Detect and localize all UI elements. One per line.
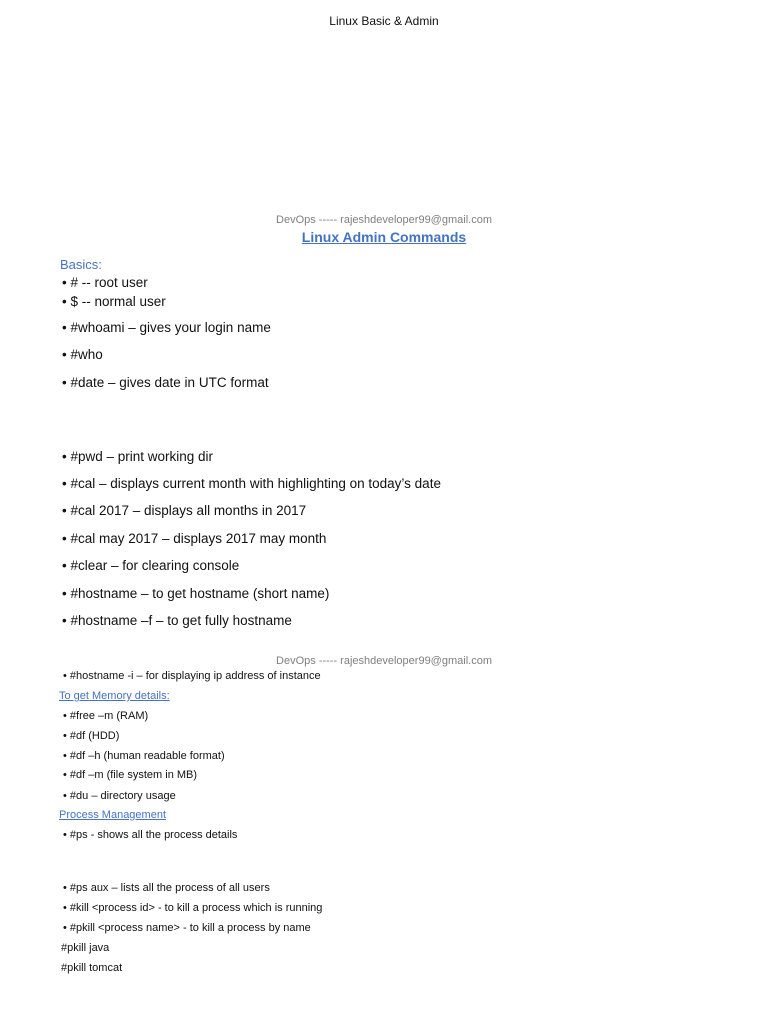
list-item: • #hostname -i – for displaying ip address of instance <box>63 670 321 682</box>
footer-text: DevOps ----- rajeshdeveloper99@gmail.com <box>276 655 492 667</box>
document-title: Linux Basic & Admin <box>329 14 439 28</box>
list-item: • #pkill <process name> - to kill a process by name <box>63 922 311 934</box>
list-item: • #hostname –f – to get fully hostname <box>62 613 292 628</box>
list-item: • #df –h (human readable format) <box>63 750 225 762</box>
list-item: • #clear – for clearing console <box>62 558 240 573</box>
process-section-link[interactable]: Process Management <box>59 809 166 821</box>
list-item: • #pwd – print working dir <box>62 449 214 464</box>
list-item: • #free –m (RAM) <box>63 710 149 722</box>
list-item: • #hostname – to get hostname (short name) <box>62 586 330 601</box>
list-item: • #cal – displays current month with highlighting on today’s date <box>62 476 441 491</box>
list-item: • #du – directory usage <box>63 790 176 802</box>
memory-section-link[interactable]: To get Memory details: <box>59 690 170 702</box>
list-item: • #kill <process id> - to kill a process which is running <box>63 902 323 914</box>
list-item: • #df (HDD) <box>63 730 120 742</box>
footer-text: DevOps ----- rajeshdeveloper99@gmail.com <box>276 214 492 226</box>
page-heading-link[interactable]: Linux Admin Commands <box>301 229 467 245</box>
list-item: • # -- root user <box>62 275 148 290</box>
basics-label: Basics: <box>60 257 102 272</box>
command-line: #pkill java <box>61 942 110 954</box>
list-item: • $ -- normal user <box>62 294 166 309</box>
list-item: • #cal may 2017 – displays 2017 may month <box>62 531 327 546</box>
list-item: • #who <box>62 347 103 362</box>
command-line: #pkill tomcat <box>61 962 123 974</box>
list-item: • #whoami – gives your login name <box>62 320 271 335</box>
list-item: • #cal 2017 – displays all months in 2017 <box>62 503 307 518</box>
list-item: • #df –m (file system in MB) <box>63 769 198 781</box>
list-item: • #date – gives date in UTC format <box>62 375 269 390</box>
list-item: • #ps - shows all the process details <box>63 829 238 841</box>
list-item: • #ps aux – lists all the process of all users <box>63 882 270 894</box>
